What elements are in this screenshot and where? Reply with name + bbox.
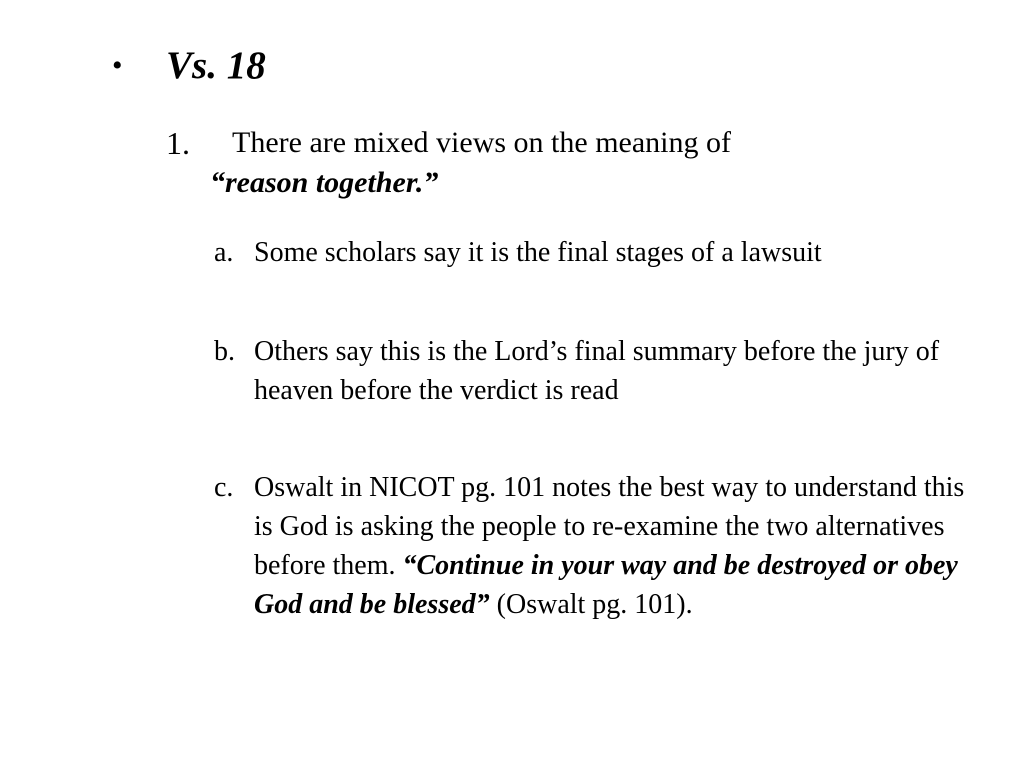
bullet-icon: •	[112, 49, 123, 82]
point-number: 1.	[166, 125, 190, 161]
subpoint-body	[214, 468, 974, 624]
numbered-point	[166, 123, 926, 203]
subpoint-b	[214, 332, 974, 410]
subpoint-text: Some scholars say it is the final stages of a lawsuit	[254, 237, 822, 268]
quote-text: “Continue in your way and be destroyed or obey God and be blessed”	[254, 550, 958, 620]
point-emphasis: “reason together.”	[210, 166, 439, 199]
subpoint-letter: b.	[214, 336, 235, 367]
subpoint-letter: c.	[214, 472, 234, 503]
citation-text: (Oswalt pg. 101).	[496, 589, 693, 620]
subpoint-letter: a.	[214, 237, 234, 268]
subpoint-c	[214, 468, 974, 624]
point-text: There are mixed views on the meaning of	[232, 126, 731, 159]
slide-heading: Vs. 18	[166, 44, 266, 87]
heading-row	[112, 40, 266, 92]
subpoint-text: Others say this is the Lord’s final summary before the jury of heaven before the verdict is read	[254, 336, 940, 406]
subpoint-a	[214, 233, 974, 272]
subpoint-text: Oswalt in NICOT pg. 101 notes the best way to understand this is God is asking the people to re-examine the two alternatives before them.	[254, 472, 965, 581]
